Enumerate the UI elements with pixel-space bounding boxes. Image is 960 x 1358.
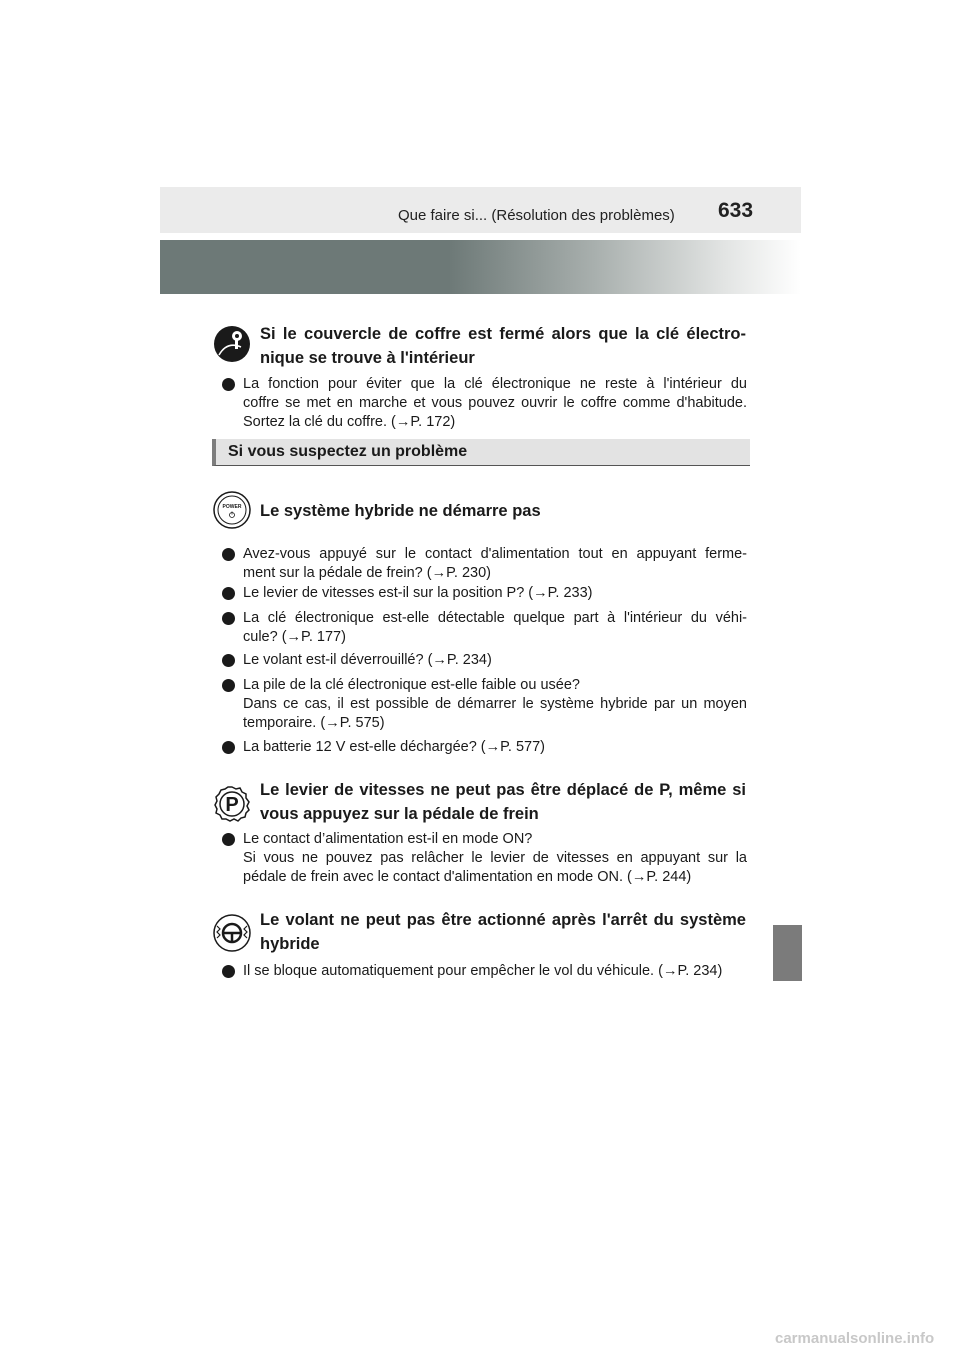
bullet-dot bbox=[222, 741, 235, 754]
chapter-banner bbox=[160, 240, 801, 294]
list-item bbox=[222, 651, 747, 670]
heading-hybrid-line1: Le système hybride ne démarre pas bbox=[260, 502, 541, 520]
heading-steering bbox=[260, 908, 746, 956]
list-item bbox=[222, 545, 747, 583]
bullet-line: Le contact d’alimentation est-il en mode ON? bbox=[243, 831, 533, 847]
bullet-line: temporaire. (→P. 575) bbox=[243, 715, 385, 731]
heading-hybrid bbox=[260, 499, 746, 523]
heading-steering-line1: Le volant ne peut pas être actionné après l'arrêt du système bbox=[260, 911, 746, 929]
bullet-dot bbox=[222, 548, 235, 561]
chapter-side-tab bbox=[773, 925, 802, 981]
list-item bbox=[222, 676, 747, 733]
power-label: POWER bbox=[222, 504, 242, 510]
bullet-dot bbox=[222, 679, 235, 692]
bullet-line: Il se bloque automatiquement pour empêcher le vol du véhicule. (→P. 234) bbox=[243, 963, 723, 979]
bullet-dot bbox=[222, 587, 235, 600]
list-item bbox=[222, 738, 747, 757]
heading-shift bbox=[260, 778, 746, 826]
bullet-dot bbox=[222, 654, 235, 667]
heading-trunk-line2: nique se trouve à l'intérieur bbox=[260, 349, 475, 367]
bullet-line: cule? (→P. 177) bbox=[243, 629, 346, 645]
bullet-line: pédale de frein avec le contact d'alimentation en mode ON. (→P. 244) bbox=[243, 869, 692, 885]
section-title: Si vous suspectez un problème bbox=[228, 443, 468, 460]
bullet-line: La pile de la clé électronique est-elle faible ou usée? bbox=[243, 677, 580, 693]
bullet-line: Avez-vous appuyé sur le contact d'alimentation tout en appuyant ferme- bbox=[243, 546, 747, 562]
list-item bbox=[222, 375, 747, 432]
list-item bbox=[222, 584, 747, 603]
bullet-line: Le levier de vitesses est-il sur la position P? (→P. 233) bbox=[243, 585, 593, 601]
section-bar bbox=[212, 439, 750, 466]
bullet-line: La batterie 12 V est-elle déchargée? (→P. 577) bbox=[243, 739, 546, 755]
header-title: Que faire si... (Résolution des problèmes) bbox=[398, 207, 675, 224]
heading-shift-line1: Le levier de vitesses ne peut pas être déplacé de P, même si bbox=[260, 781, 746, 799]
shift-p-label: P bbox=[225, 794, 239, 816]
heading-trunk-line1: Si le couvercle de coffre est fermé alors que la clé électro- bbox=[260, 325, 746, 343]
bullet-line: ment sur la pédale de frein? (→P. 230) bbox=[243, 565, 491, 581]
bullet-dot bbox=[222, 965, 235, 978]
bullet-line: Dans ce cas, il est possible de démarrer le système hybride par un moyen bbox=[243, 696, 747, 712]
bullet-dot bbox=[222, 612, 235, 625]
list-item bbox=[222, 609, 747, 647]
list-item bbox=[222, 962, 747, 981]
steering-lock-icon bbox=[213, 914, 251, 952]
bullet-dot bbox=[222, 833, 235, 846]
bullet-line: coffre se met en marche et vous pouvez ouvrir le coffre comme d'habitude. bbox=[243, 395, 747, 411]
shift-lock-p-icon bbox=[213, 785, 251, 823]
bullet-line: La fonction pour éviter que la clé électronique ne reste à l'intérieur du bbox=[243, 376, 747, 392]
key-in-trunk-icon bbox=[213, 325, 251, 363]
power-button-icon bbox=[213, 491, 251, 529]
watermark: carmanualsonline.info bbox=[775, 1330, 935, 1347]
bullet-line: La clé électronique est-elle détectable quelque part à l'intérieur du véhi- bbox=[243, 610, 747, 626]
bullet-line: Le volant est-il déverrouillé? (→P. 234) bbox=[243, 652, 492, 668]
bullet-line: Sortez la clé du coffre. (→P. 172) bbox=[243, 414, 456, 430]
bullet-dot bbox=[222, 378, 235, 391]
list-item bbox=[222, 830, 747, 887]
heading-shift-line2: vous appuyez sur la pédale de frein bbox=[260, 805, 539, 823]
heading-trunk bbox=[260, 322, 746, 370]
bullet-line: Si vous ne pouvez pas relâcher le levier de vitesses en appuyant sur la bbox=[243, 850, 747, 866]
heading-steering-line2: hybride bbox=[260, 935, 320, 953]
page-number: 633 bbox=[718, 199, 754, 222]
